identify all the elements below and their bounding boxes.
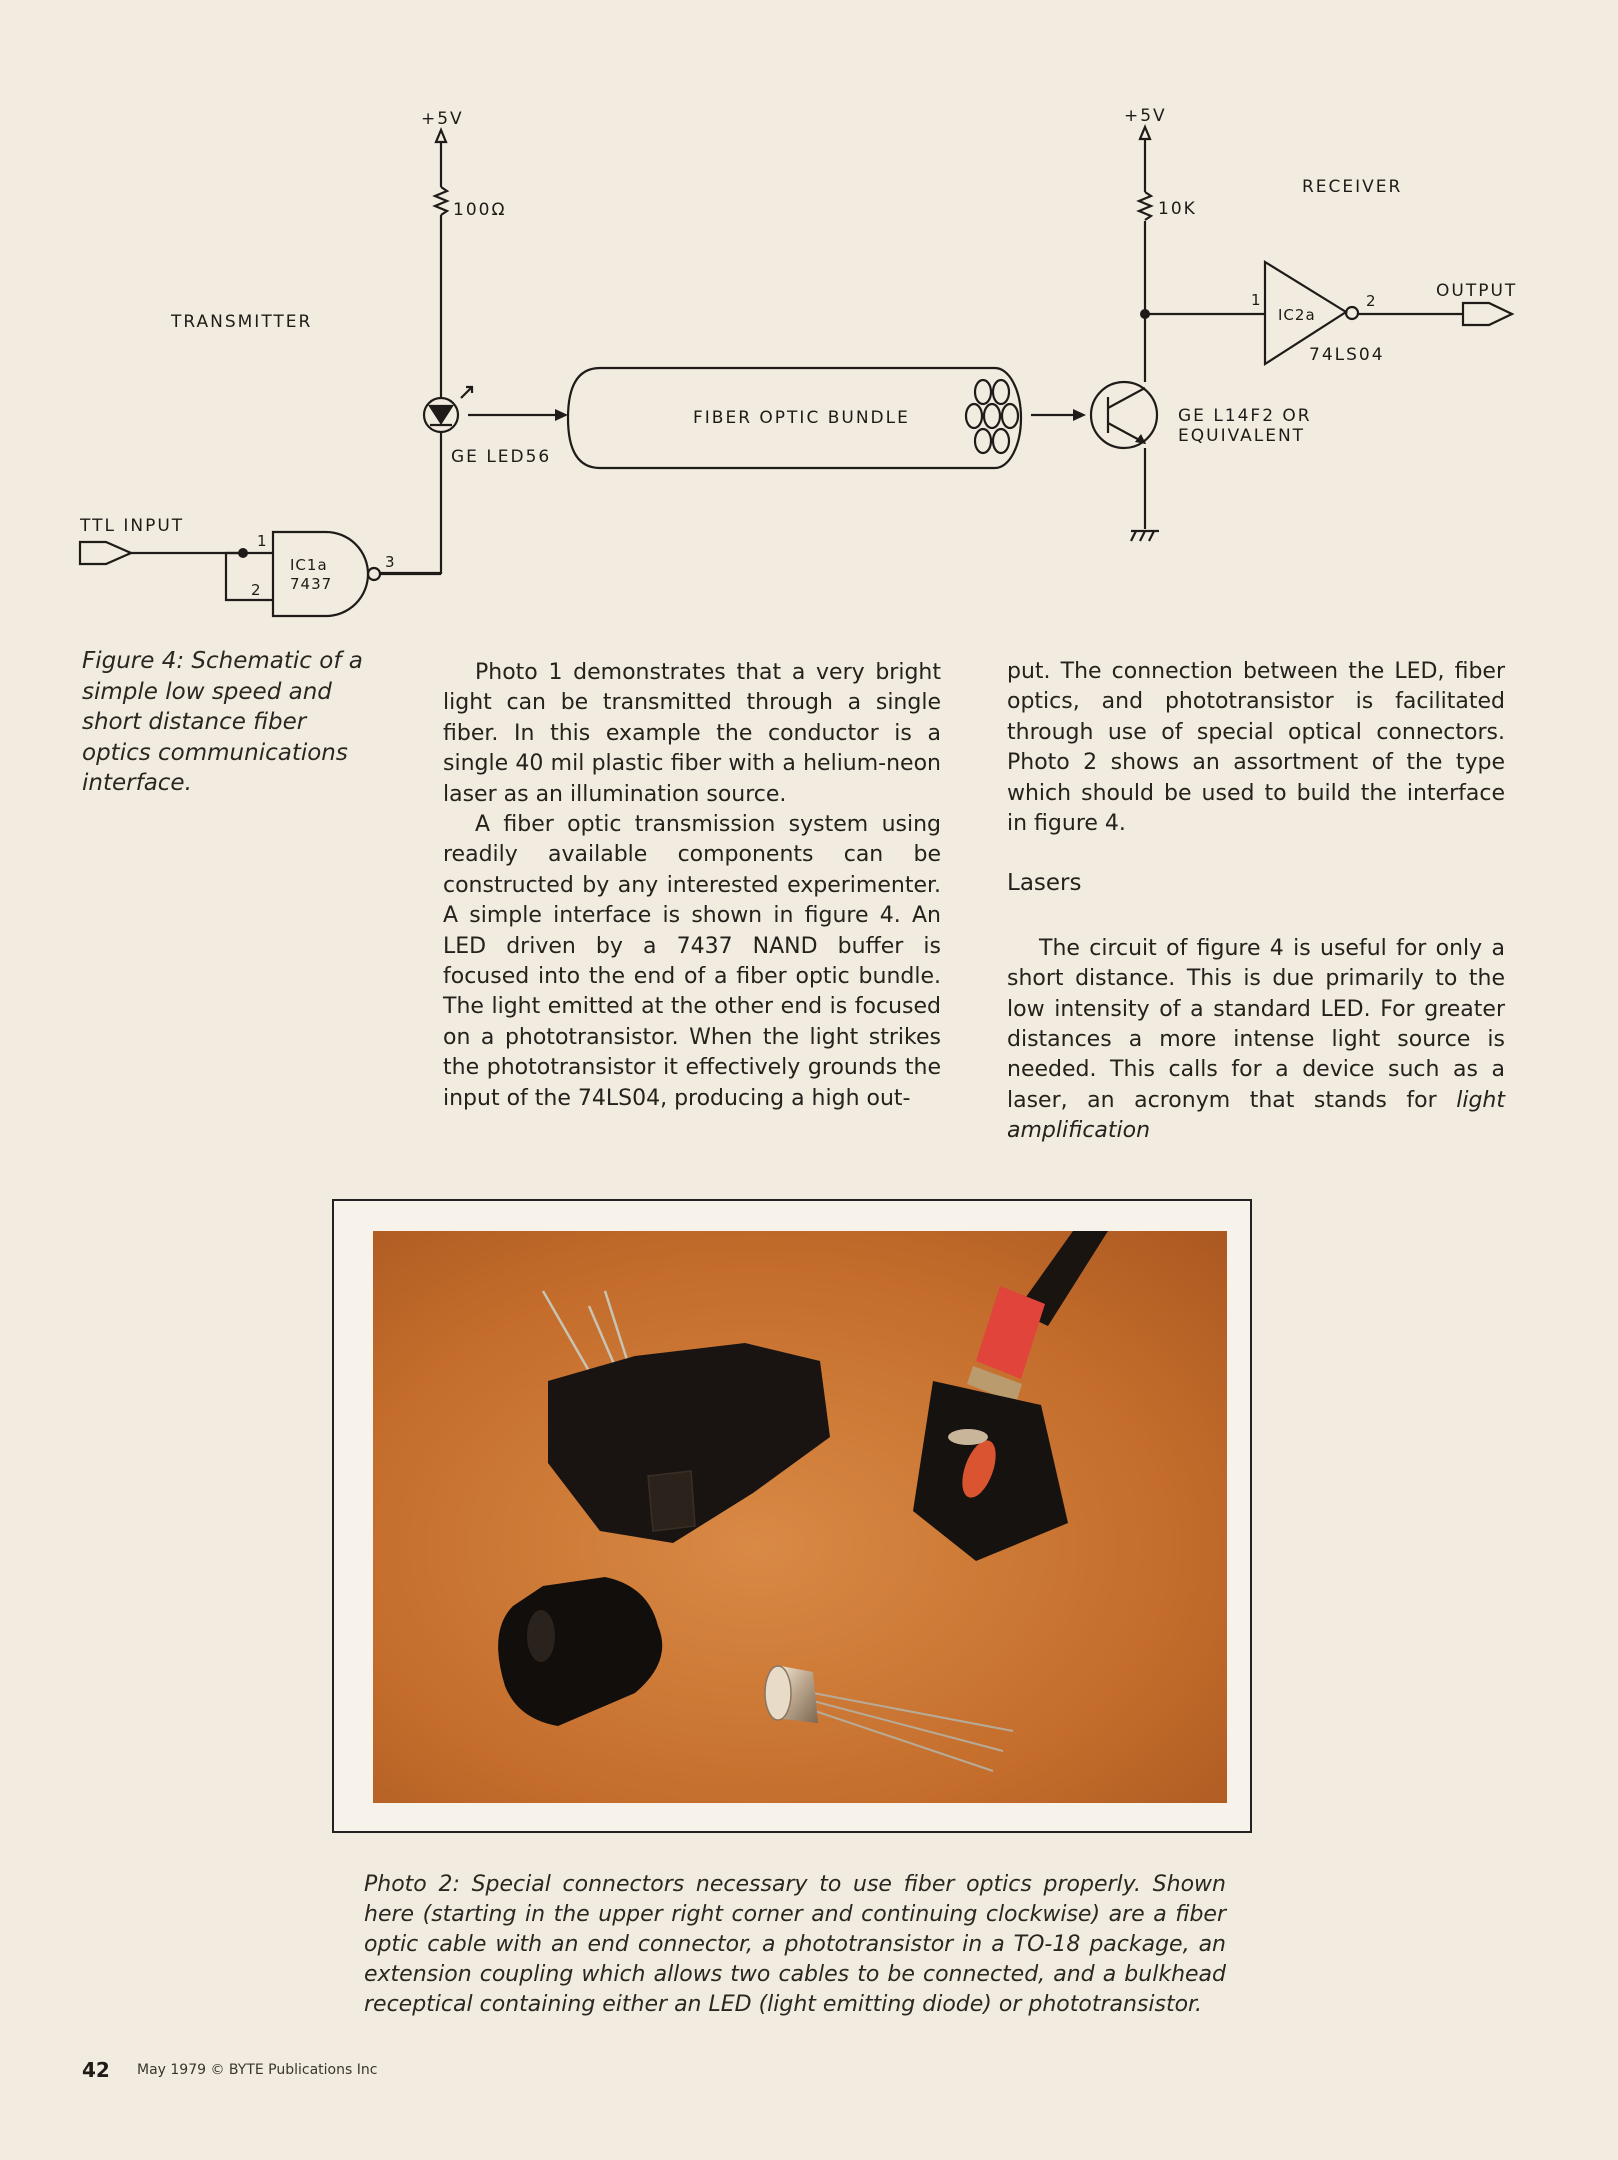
- cable-connector-ring: [948, 1429, 988, 1445]
- led-emission-arrow: [461, 387, 472, 398]
- paragraph-lasers-emphasis: light amplification: [1007, 1087, 1505, 1144]
- section-heading-lasers: Lasers: [1007, 870, 1082, 897]
- paragraph-connections: put. The connection between the LED, fiber optics, and phototransistor is facilitated through use of special optical connectors. Photo 2 shows an assortment of the type which should be used to build the interface in figure 4.: [1007, 659, 1505, 837]
- rx-supply-label: +5V: [1124, 106, 1167, 126]
- bundle-label: FIBER OPTIC BUNDLE: [693, 408, 910, 428]
- paragraph-transmission-system: A fiber optic transmission system using readily available components can be constructed by any interested experimenter. A simple interface is shown in figure 4. An LED driven by a 7437 NAND buffer is focused into the end of a fiber optic bundle. The light emitted at the other end is focused on a phototransistor. When the light strikes the phototransistor it effectively grounds the input of the 74LS04, producing a high out-: [443, 812, 941, 1111]
- ic1-output-bubble: [368, 568, 380, 580]
- output-connector: [1463, 303, 1512, 325]
- output-label: OUTPUT: [1436, 281, 1518, 301]
- ground-symbol: [1131, 531, 1159, 541]
- ic2-output-bubble: [1346, 307, 1358, 319]
- tx-resistor-label: 100Ω: [453, 200, 507, 220]
- rx-resistor: [1139, 192, 1151, 220]
- coupling-highlight: [527, 1610, 555, 1662]
- ic1-pin2: 2: [251, 581, 262, 599]
- figure-4-schematic: [0, 0, 1618, 640]
- transmitter-label: TRANSMITTER: [171, 312, 313, 332]
- rx-resistor-label: 10K: [1158, 199, 1197, 219]
- body-column-2: [443, 658, 941, 1114]
- body-column-3: [1007, 657, 1505, 1147]
- photo-2-connectors: [373, 1231, 1227, 1803]
- ic2-pin1: 1: [1251, 291, 1262, 309]
- paragraph-photo1: Photo 1 demonstrates that a very bright light can be transmitted through a single fiber. In this example the conductor is a single 40 mil plastic fiber with a helium-neon laser as an illumination source.: [443, 660, 941, 807]
- phototransistor-label-1: GE L14F2 OR: [1178, 406, 1312, 426]
- ic1-nand-gate: [273, 532, 368, 616]
- ic2-pin2: 2: [1366, 292, 1377, 310]
- bulkhead-thread: [648, 1471, 695, 1531]
- figure-4-caption: Figure 4: Schematic of a simple low speed and short distance fiber optics communications interface.: [82, 648, 363, 796]
- phototransistor: [1091, 382, 1157, 448]
- to18-lens: [765, 1666, 791, 1720]
- ic1-pin3: 3: [385, 553, 396, 571]
- paragraph-lasers-text: The circuit of figure 4 is useful for only a short distance. This is due primarily to the low intensity of a standard LED. For greater distances a more intense light source is needed. This calls for a device such as a laser, an acronym that stands for: [1007, 935, 1505, 1113]
- tx-vertical-wire: [380, 215, 441, 573]
- page-number: 42: [82, 2058, 110, 2082]
- phototransistor-label-2: EQUIVALENT: [1178, 426, 1306, 446]
- led-label: GE LED56: [451, 447, 552, 467]
- ic1-pin1: 1: [257, 532, 268, 550]
- tx-supply-label: +5V: [421, 109, 464, 129]
- bundle-end-fibers: [966, 380, 1018, 453]
- photo-2-frame: [332, 1199, 1252, 1833]
- photo-2-caption: Photo 2: Special connectors necessary to use fiber optics properly. Shown here (starting in the upper right corner and continuing clockwise) are a fiber optic cable with an end connector, a phototransistor in a TO-18 package, an extension coupling which allows two cables to be connected, and a bulkhead receptical containing either an LED (light emitting diode) or phototransistor.: [364, 1872, 1226, 2017]
- paragraph-lasers: [1007, 934, 1505, 1147]
- led-to-bundle-arrowhead: [555, 409, 568, 421]
- ic1-part: 7437: [290, 575, 333, 593]
- ic2-name: IC2a: [1278, 306, 1316, 324]
- receiver-label: RECEIVER: [1302, 177, 1403, 197]
- ic1-pin2-loop: [226, 553, 273, 600]
- led-symbol: [430, 406, 452, 425]
- ic2-part: 74LS04: [1309, 345, 1385, 365]
- ttl-input-label: TTL INPUT: [80, 516, 185, 536]
- tx-resistor: [435, 187, 447, 215]
- ic1-name: IC1a: [290, 556, 328, 574]
- folio-line: May 1979 © BYTE Publications Inc: [137, 2062, 378, 2078]
- ttl-input-connector: [80, 542, 131, 564]
- phototransistor-internals: [1108, 388, 1145, 443]
- bundle-to-transistor-arrowhead: [1073, 409, 1086, 421]
- tx-supply-arrow: [436, 130, 446, 142]
- rx-supply-arrow: [1140, 127, 1150, 139]
